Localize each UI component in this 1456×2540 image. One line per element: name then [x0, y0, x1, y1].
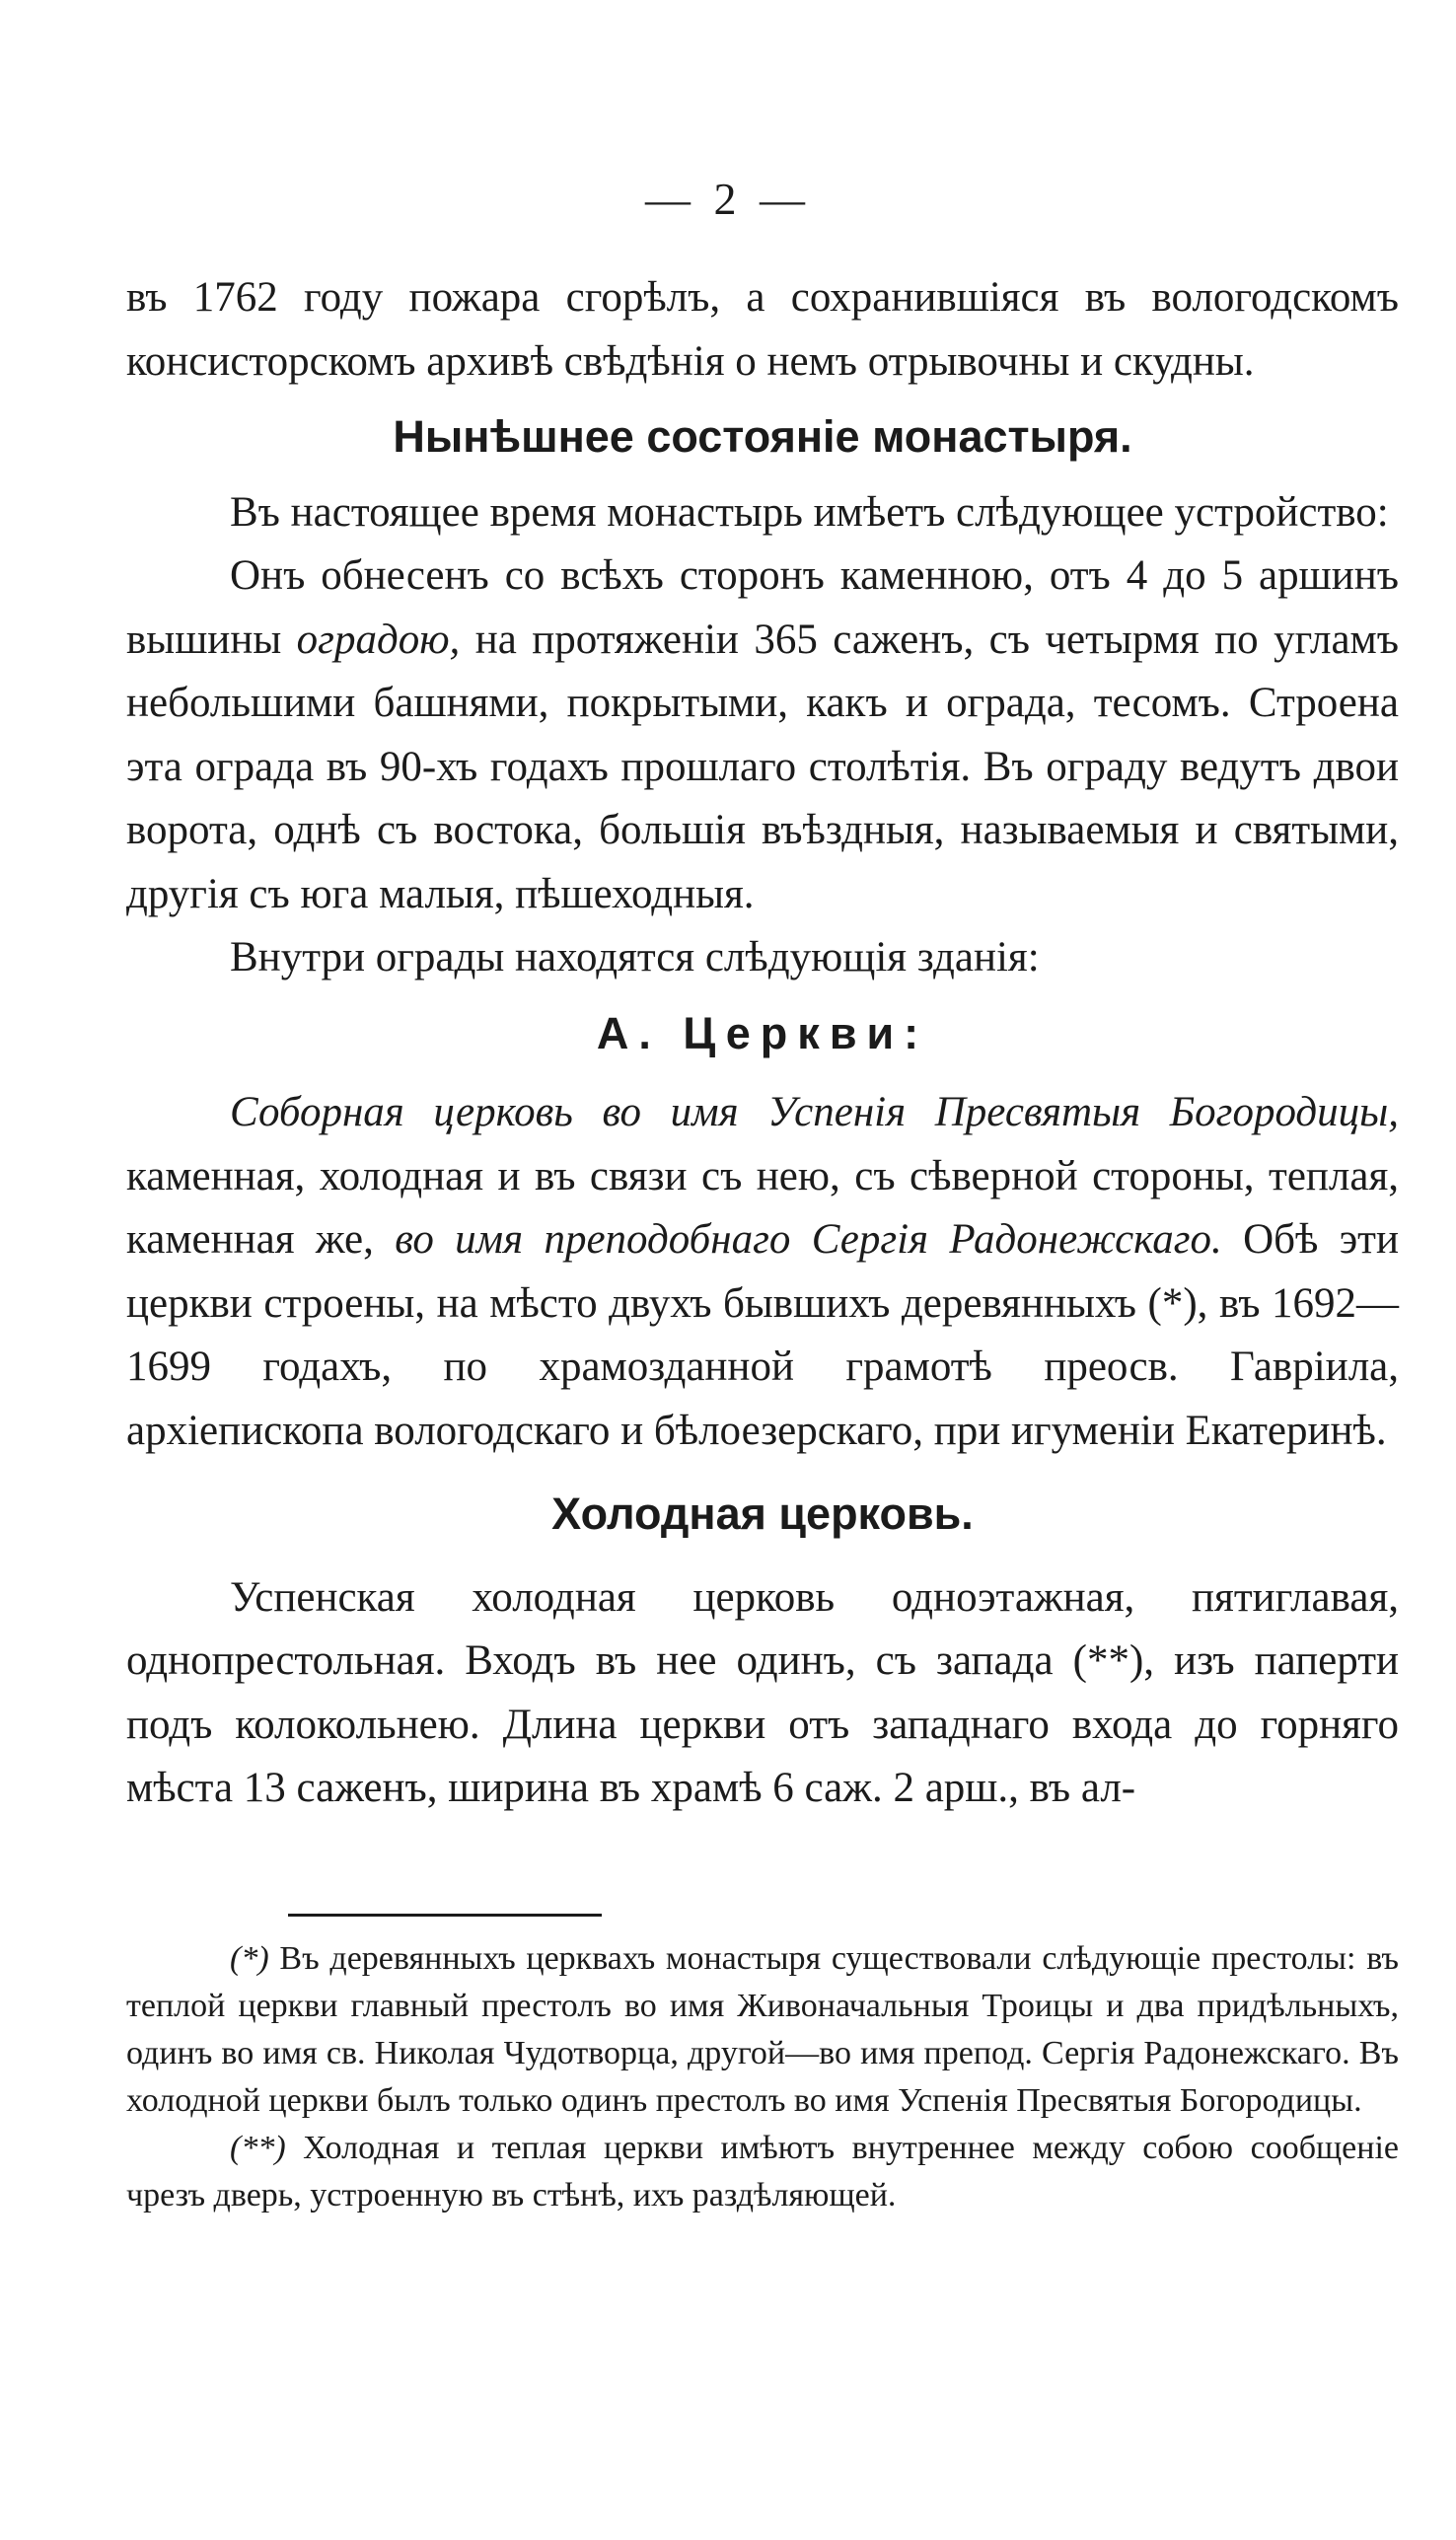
main-text	[126, 266, 1399, 1821]
paragraph-structure: Въ настоящее время монастырь имѣетъ слѣдующее устройство:	[230, 488, 1389, 536]
wall-text-end: на протяженіи 365 саженъ, съ четырмя по угламъ небольшими башнями, покрытыми, какъ и ограда, тесомъ. Строена эта ограда въ 90-хъ годахъ прошлаго столѣтія. Въ ограду ведутъ двои ворота, однѣ съ востока, большія въѣздныя, называемыя и святыми, другія съ юга малыя, пѣшеходныя.	[126, 616, 1400, 917]
paragraph-wall	[126, 544, 1399, 926]
intro-paragraph: въ 1762 году пожара сгорѣлъ, а сохранившіяся въ вологодскомъ консисторскомъ архивѣ свѣдѣнія о немъ отрывочны и скудны.	[126, 274, 1399, 385]
footnote-1-mark: (*)	[230, 1940, 269, 1977]
churches-italic-2: во имя преподобнаго Сергія Радонежскаго.	[395, 1216, 1222, 1263]
footnote-2-text: Холодная и теплая церкви имѣютъ внутреннее между собою сообщеніе чрезъ дверь, устроенную въ стѣнѣ, ихъ раздѣляющей.	[126, 2130, 1399, 2213]
footnote-2	[126, 2125, 1399, 2219]
paragraph-buildings: Внутри ограды находятся слѣдующія зданія:	[230, 934, 1040, 980]
wall-text-start: Онъ обнесенъ со всѣхъ сторонъ каменною, отъ 4 до 5 аршинъ вышины	[126, 552, 1399, 663]
churches-text-1: каменная, холодная и въ связи съ нею, съ сѣверной стороны, теплая, каменная же,	[126, 1152, 1399, 1263]
paragraph-churches	[126, 1081, 1399, 1463]
footnotes	[126, 1935, 1399, 2219]
footnote-1	[126, 1935, 1399, 2125]
wall-italic: оградою,	[296, 616, 461, 663]
churches-text-2: Обѣ эти церкви строены, на мѣсто двухъ бывшихъ деревянныхъ (*), въ 1692—1699 годахъ, по храмозданной грамотѣ преосв. Гавріила, архіепископа вологодскаго и бѣлоезерскаго, при игуменіи Екатеринѣ.	[126, 1216, 1399, 1454]
subheading-churches: А. Церкви:	[596, 1007, 929, 1058]
section-heading: Нынѣшнее состояніе монастыря.	[393, 411, 1132, 462]
footnote-2-mark: (**)	[230, 2130, 286, 2166]
paragraph-cold-church: Успенская холодная церковь одноэтажная, пятиглавая, однопрестольная. Входъ въ нее одинъ, съ запада (**), изъ паперти подъ колокольнею. Длина церкви отъ западнаго входа до горняго мѣста 13 саженъ, ширина въ храмѣ 6 саж. 2 арш., въ ал-	[126, 1573, 1399, 1811]
footnote-1-text: Въ деревянныхъ церквахъ монастыря существовали слѣдующіе престолы: въ теплой церкви главный престолъ во имя Живоначальныя Троицы и два придѣльныхъ, одинъ во имя св. Николая Чудотворца, другой—во имя препод. Сергія Радонежскаго. Въ холодной церкви былъ только одинъ престолъ во имя Успенія Пресвятыя Богородицы.	[126, 1940, 1399, 2119]
churches-italic-1: Соборная церковь во имя Успенія Пресвятыя Богородицы,	[230, 1089, 1399, 1135]
footnote-divider	[288, 1914, 602, 1917]
page-number: — 2 —	[645, 174, 811, 224]
subheading-cold-church: Холодная церковь.	[551, 1488, 974, 1539]
